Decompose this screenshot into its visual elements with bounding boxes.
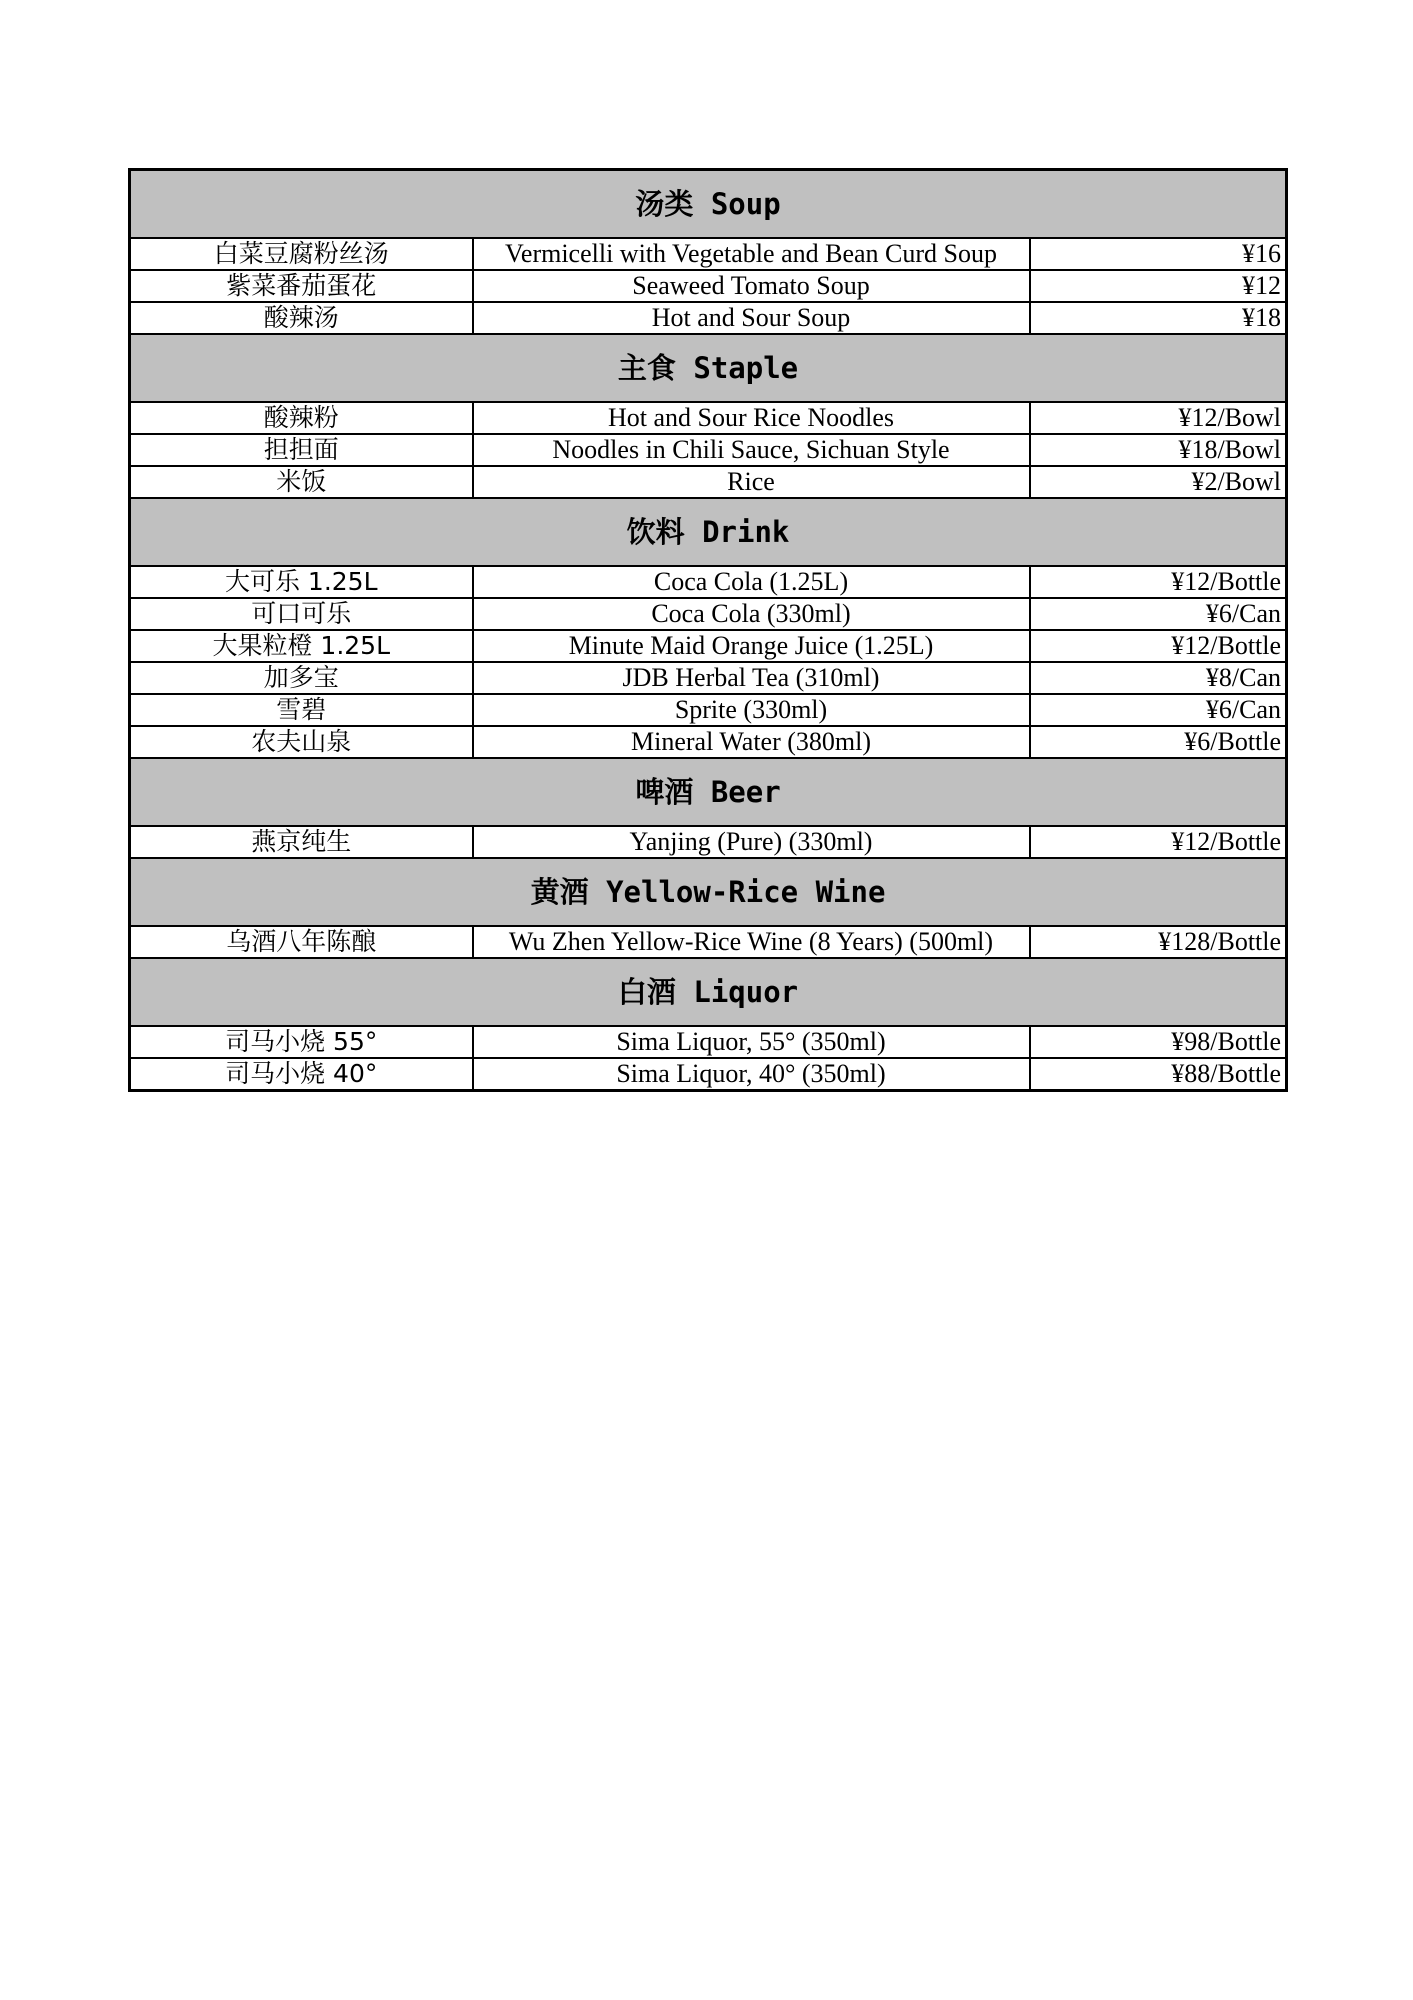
section-header-row	[130, 170, 1287, 239]
section-title: 饮料 Drink	[130, 498, 1287, 566]
item-chinese-name: 大可乐 1.25L	[130, 566, 473, 598]
item-chinese-name: 燕京纯生	[130, 826, 473, 858]
menu-item-row	[130, 694, 1287, 726]
menu-item-row	[130, 434, 1287, 466]
item-price: ¥6/Can	[1030, 598, 1287, 630]
item-price: ¥98/Bottle	[1030, 1026, 1287, 1058]
item-chinese-name: 司马小烧 40°	[130, 1058, 473, 1091]
menu-item-row	[130, 662, 1287, 694]
item-price: ¥18/Bowl	[1030, 434, 1287, 466]
item-chinese-name: 担担面	[130, 434, 473, 466]
menu-item-row	[130, 926, 1287, 958]
menu-item-row	[130, 1026, 1287, 1058]
item-chinese-name: 乌酒八年陈酿	[130, 926, 473, 958]
section-header-row	[130, 958, 1287, 1026]
item-english-name: Noodles in Chili Sauce, Sichuan Style	[473, 434, 1030, 466]
item-price: ¥16	[1030, 238, 1287, 270]
item-price: ¥18	[1030, 302, 1287, 334]
item-english-name: Rice	[473, 466, 1030, 498]
menu-body	[130, 170, 1287, 1091]
item-chinese-name: 农夫山泉	[130, 726, 473, 758]
item-english-name: Hot and Sour Rice Noodles	[473, 402, 1030, 434]
item-chinese-name: 米饭	[130, 466, 473, 498]
menu-table	[128, 168, 1288, 1092]
section-title: 黄酒 Yellow-Rice Wine	[130, 858, 1287, 926]
item-english-name: JDB Herbal Tea (310ml)	[473, 662, 1030, 694]
item-english-name: Sprite (330ml)	[473, 694, 1030, 726]
menu-item-row	[130, 826, 1287, 858]
item-english-name: Hot and Sour Soup	[473, 302, 1030, 334]
menu-item-row	[130, 598, 1287, 630]
item-english-name: Coca Cola (330ml)	[473, 598, 1030, 630]
item-price: ¥2/Bowl	[1030, 466, 1287, 498]
item-price: ¥12/Bottle	[1030, 826, 1287, 858]
item-price: ¥88/Bottle	[1030, 1058, 1287, 1091]
menu-item-row	[130, 302, 1287, 334]
item-chinese-name: 司马小烧 55°	[130, 1026, 473, 1058]
item-chinese-name: 酸辣粉	[130, 402, 473, 434]
item-english-name: Yanjing (Pure) (330ml)	[473, 826, 1030, 858]
menu-item-row	[130, 1058, 1287, 1091]
item-chinese-name: 加多宝	[130, 662, 473, 694]
menu-item-row	[130, 630, 1287, 662]
item-english-name: Sima Liquor, 40° (350ml)	[473, 1058, 1030, 1091]
item-price: ¥6/Can	[1030, 694, 1287, 726]
menu-item-row	[130, 466, 1287, 498]
item-english-name: Mineral Water (380ml)	[473, 726, 1030, 758]
item-chinese-name: 紫菜番茄蛋花	[130, 270, 473, 302]
section-header-row	[130, 498, 1287, 566]
item-price: ¥128/Bottle	[1030, 926, 1287, 958]
item-price: ¥12	[1030, 270, 1287, 302]
item-price: ¥12/Bottle	[1030, 630, 1287, 662]
item-chinese-name: 白菜豆腐粉丝汤	[130, 238, 473, 270]
section-title: 白酒 Liquor	[130, 958, 1287, 1026]
item-price: ¥12/Bowl	[1030, 402, 1287, 434]
item-english-name: Minute Maid Orange Juice (1.25L)	[473, 630, 1030, 662]
item-chinese-name: 大果粒橙 1.25L	[130, 630, 473, 662]
menu-item-row	[130, 238, 1287, 270]
item-english-name: Seaweed Tomato Soup	[473, 270, 1030, 302]
item-english-name: Vermicelli with Vegetable and Bean Curd Soup	[473, 238, 1030, 270]
menu-item-row	[130, 726, 1287, 758]
menu-item-row	[130, 270, 1287, 302]
item-english-name: Wu Zhen Yellow-Rice Wine (8 Years) (500ml)	[473, 926, 1030, 958]
item-chinese-name: 可口可乐	[130, 598, 473, 630]
section-header-row	[130, 758, 1287, 826]
menu-item-row	[130, 566, 1287, 598]
section-header-row	[130, 334, 1287, 402]
section-title: 汤类 Soup	[130, 170, 1287, 239]
item-price: ¥12/Bottle	[1030, 566, 1287, 598]
item-price: ¥8/Can	[1030, 662, 1287, 694]
section-title: 啤酒 Beer	[130, 758, 1287, 826]
item-english-name: Coca Cola (1.25L)	[473, 566, 1030, 598]
item-chinese-name: 雪碧	[130, 694, 473, 726]
item-english-name: Sima Liquor, 55° (350ml)	[473, 1026, 1030, 1058]
item-price: ¥6/Bottle	[1030, 726, 1287, 758]
menu-item-row	[130, 402, 1287, 434]
section-header-row	[130, 858, 1287, 926]
section-title: 主食 Staple	[130, 334, 1287, 402]
item-chinese-name: 酸辣汤	[130, 302, 473, 334]
